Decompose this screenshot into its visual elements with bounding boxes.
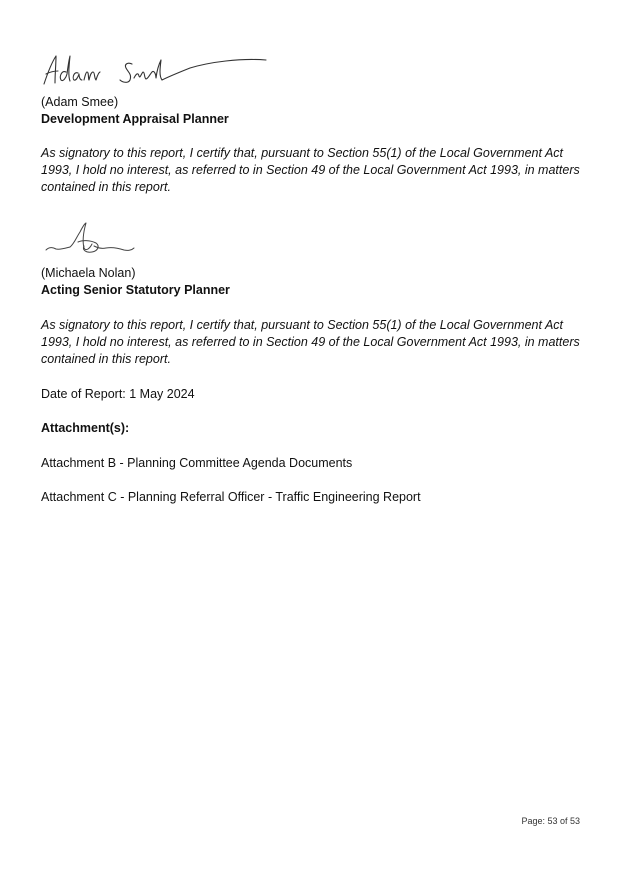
signatory1-name: (Adam Smee) bbox=[41, 95, 119, 109]
signatory2-certification: As signatory to this report, I certify that, pursuant to Section 55(1) of the Local Government Act 1993, I hold no interest, as referred to in Section 49 of the Local Government Act 1993, in matters contained in this report. bbox=[41, 318, 580, 366]
attachments-heading: Attachment(s): bbox=[41, 421, 130, 435]
signatory2-name: (Michaela Nolan) bbox=[41, 266, 136, 280]
signatory1-certification: As signatory to this report, I certify that, pursuant to Section 55(1) of the Local Government Act 1993, I hold no interest, as referred to in Section 49 of the Local Government Act 1993, in matters contained in this report. bbox=[41, 146, 580, 194]
report-date: Date of Report: 1 May 2024 bbox=[41, 387, 195, 401]
signatory1-title: Development Appraisal Planner bbox=[41, 112, 229, 126]
page-number: Page: 53 of 53 bbox=[521, 816, 580, 826]
attachment-item: Attachment C - Planning Referral Officer - Traffic Engineering Report bbox=[41, 490, 421, 504]
signature-michaela-nolan bbox=[40, 218, 140, 264]
signatory2-title: Acting Senior Statutory Planner bbox=[41, 283, 230, 297]
attachment-item: Attachment B - Planning Committee Agenda Documents bbox=[41, 456, 353, 470]
signature-adam-smee bbox=[40, 50, 270, 90]
